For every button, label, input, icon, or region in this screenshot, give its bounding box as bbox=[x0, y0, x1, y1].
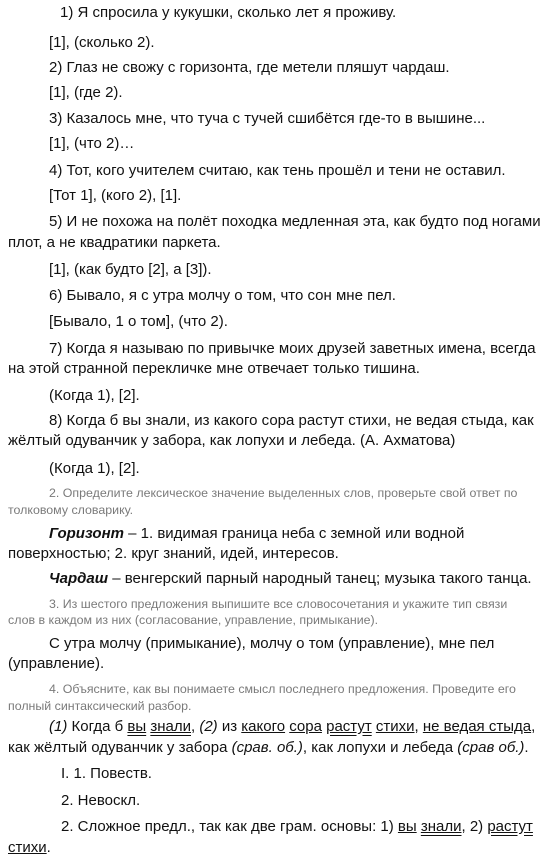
answer-3-line-1: С утра молчу (примыкание), молчу о том (управление), мне пел bbox=[49, 635, 495, 652]
comparison-note-1: (срав. об.) bbox=[231, 739, 303, 756]
sentence-1: 1) Я спросила у кукушки, сколько лет я проживу. bbox=[60, 4, 397, 21]
sentence-8-line-1: 8) Когда б вы знали, из какого сора растут стихи, не ведая стыда, как bbox=[49, 412, 534, 429]
definition-horizon-line-2: поверхностью; 2. круг знаний, идей, интересов. bbox=[8, 545, 339, 562]
term-horizon: Горизонт bbox=[49, 525, 124, 542]
task-3-line-2: слов в каждом из них (согласование, управление, примыкание). bbox=[8, 613, 379, 627]
term-chardash: Чардаш bbox=[49, 570, 109, 587]
sentence-4: 4) Тот, кого учителем считаю, как тень прошёл и тени не оставил. bbox=[49, 162, 506, 179]
task-2-line-2: толковому словарику. bbox=[8, 503, 134, 517]
analysis-line-1 bbox=[49, 718, 535, 736]
predicate-rastut: растут bbox=[326, 718, 372, 735]
period: . bbox=[524, 739, 529, 756]
scheme-8: (Когда 1), [2]. bbox=[49, 460, 140, 477]
task-4-line-1: 4. Объясните, как вы понимаете смысл последнего предложения. Проведите его bbox=[49, 682, 516, 696]
comparison-note-2: (срав об.) bbox=[457, 739, 525, 756]
subject-stihi: стихи bbox=[375, 718, 415, 735]
last-line-1 bbox=[61, 818, 533, 836]
comma: , bbox=[414, 718, 423, 735]
scheme-6: [Бывало, 1 о том], (что 2). bbox=[49, 313, 228, 330]
sentence-8-line-2: жёлтый одуванчик у забора, как лопухи и лебеда. (А. Ахматова) bbox=[8, 432, 456, 449]
predicate-znali: знали bbox=[150, 718, 191, 735]
definition-horizon-line-1 bbox=[49, 525, 464, 543]
item-2: 2. Невоскл. bbox=[61, 792, 141, 809]
analysis-line-2 bbox=[8, 739, 529, 757]
analysis-text: как жёлтый одуванчик у забора bbox=[8, 739, 232, 756]
sentence-2: 2) Глаз не свожу с горизонта, где метели пляшут чардаш. bbox=[49, 59, 450, 76]
definition-chardash bbox=[49, 570, 532, 588]
scheme-2: [1], (где 2). bbox=[49, 84, 123, 101]
period: . bbox=[46, 839, 51, 856]
object-sora: сора bbox=[289, 718, 322, 735]
answer-3-line-2: (управление). bbox=[8, 655, 105, 672]
definition-chardash-text: – венгерский парный народный танец; музыка такого танца. bbox=[108, 570, 532, 587]
sentence-5-line-1: 5) И не похожа на полёт походка медленная эта, как будто под ногами bbox=[49, 213, 541, 230]
scheme-5: [1], (как будто [2], а [3]). bbox=[49, 261, 212, 278]
subject-vy-2: вы bbox=[397, 818, 417, 835]
comma: , bbox=[190, 718, 200, 735]
analysis-text: Когда б bbox=[67, 718, 128, 735]
subject-vy: вы bbox=[127, 718, 147, 735]
analysis-text: из bbox=[217, 718, 242, 735]
task-2-line-1: 2. Определите лексическое значение выделенных слов, проверьте свой ответ по bbox=[49, 486, 518, 500]
scheme-7: (Когда 1), [2]. bbox=[49, 387, 140, 404]
attribute-kakogo: какого bbox=[241, 718, 286, 735]
clause-marker-1: (1) bbox=[49, 718, 68, 735]
sentence-7-line-2: на этой странной перекличке мне отвечает только тишина. bbox=[8, 360, 420, 377]
sentence-7-line-1: 7) Когда я называю по привычке моих друзей заветных имена, всегда bbox=[49, 340, 536, 357]
sentence-6: 6) Бывало, я с утра молчу о том, что сон мне пел. bbox=[49, 287, 396, 304]
analysis-text: , как лопухи и лебеда bbox=[302, 739, 458, 756]
last-text: 2. Сложное предл., так как две грам. основы: 1) bbox=[61, 818, 398, 835]
sentence-3: 3) Казалось мне, что туча с тучей сшибётся где-то в вышине... bbox=[49, 110, 486, 127]
sentence-5-line-2: плот, а не квадратики паркета. bbox=[8, 234, 221, 251]
task-4-line-2: полный синтаксический разбор. bbox=[8, 699, 192, 713]
item-1: I. 1. Повеств. bbox=[61, 765, 152, 782]
predicate-znali-2: знали bbox=[420, 818, 462, 835]
last-text: , 2) bbox=[461, 818, 488, 835]
scheme-1: [1], (сколько 2). bbox=[49, 34, 155, 51]
last-line-2 bbox=[8, 839, 51, 857]
clause-marker-2: (2) bbox=[199, 718, 218, 735]
participle-phrase: не ведая стыда bbox=[422, 718, 532, 735]
predicate-rastut-2: растут bbox=[487, 818, 533, 835]
scheme-3: [1], (что 2)… bbox=[49, 135, 135, 152]
comma: , bbox=[531, 718, 536, 735]
definition-horizon-text: – 1. видимая граница неба с земной или водной bbox=[123, 525, 465, 542]
task-3-line-1: 3. Из шестого предложения выпишите все словосочетания и укажите тип связи bbox=[49, 597, 508, 611]
subject-stihi-2: стихи bbox=[8, 839, 47, 856]
scheme-4: [Тот 1], (кого 2), [1]. bbox=[49, 187, 182, 204]
